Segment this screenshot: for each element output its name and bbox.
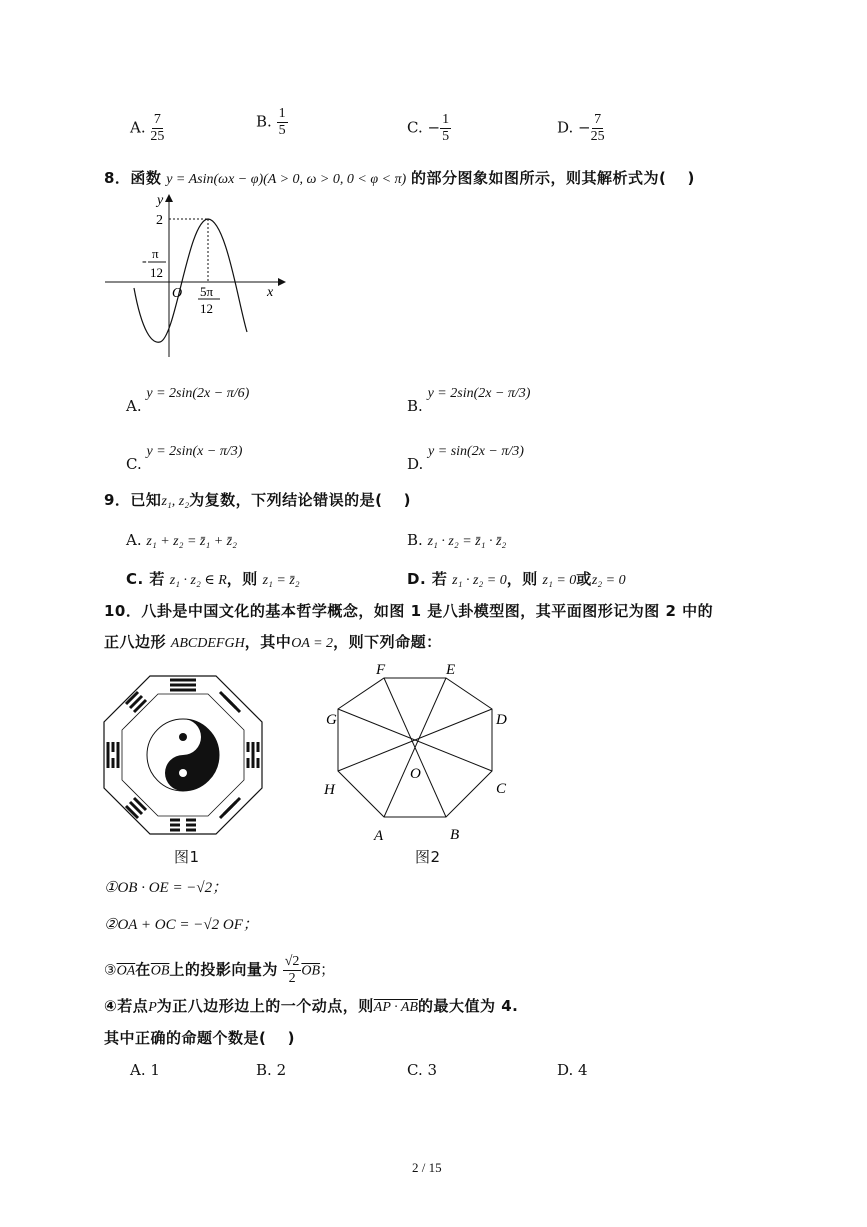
q8-stem: 8．函数 y = Asin(ωx − φ)(A > 0, ω > 0, 0 < φ < π) 的部分图象如图所示，则其解析式为( ) [104, 169, 695, 187]
left-tick-sign: - [142, 254, 147, 269]
label-e: E [446, 662, 456, 678]
origin-label: O [172, 286, 183, 301]
fraction: $\frac{1}{5}$ [442, 112, 450, 144]
x-axis-label: x [267, 285, 274, 300]
fraction: $\frac{7}{25}$ [590, 112, 605, 144]
sine-curve [134, 219, 247, 342]
q10-statement-1: ①OB · OE = −√2； [104, 880, 228, 896]
label-d: D [496, 712, 507, 728]
q10-option-d: D. 4 [557, 1061, 588, 1079]
x-axis-arrow [278, 278, 286, 286]
right-tick-den: 12 [200, 301, 213, 316]
q9-option-c: C. 若 z₁ · z₂ ∈ R，则 z₁ = z̄₂ [126, 570, 300, 588]
fig1-caption: 图1 [174, 848, 200, 866]
label-b: B [450, 827, 460, 843]
left-tick-num: π [152, 246, 159, 261]
option-letter: D. [557, 118, 574, 137]
q7-option-d: D. − $\frac{7}{25}$ [557, 112, 605, 144]
y-axis-label: y [157, 193, 164, 208]
fig2-caption: 图2 [415, 848, 441, 866]
label-c: C [496, 781, 507, 797]
q7-option-a [130, 112, 164, 145]
q10-option-c: C. 3 [407, 1061, 438, 1079]
q7-option-b [256, 106, 288, 139]
fraction: $\frac{√2}{2}$ [284, 954, 300, 986]
label-g: G [326, 712, 337, 728]
bagua-figure [100, 672, 265, 837]
q8-option-b: B. y = 2sin(2x − π/3) [407, 386, 531, 415]
q10-statement-2: ②OA + OC = −√2 OF； [104, 917, 258, 933]
q9-stem: 9．已知z₁, z₂为复数，下列结论错误的是( ) [104, 491, 412, 509]
q10-option-b: B. 2 [256, 1061, 287, 1079]
q9-option-a: A. z₁ + z₂ = z̄₁ + z̄₂ [126, 531, 237, 549]
q10-question: 其中正确的命题个数是( ) [104, 1029, 295, 1047]
option-letter: B. [256, 112, 272, 131]
y-axis-arrow [165, 194, 173, 202]
label-o: O [410, 766, 421, 782]
right-tick-num: 5π [200, 284, 214, 299]
fraction: $\frac{1}{5}$ [278, 106, 286, 138]
q8-formula: y = Asin(ωx − φ)(A > 0, ω > 0, 0 < φ < π) [166, 172, 407, 187]
q8-option-a: A. y = 2sin(2x − π/6) [126, 386, 250, 415]
q10-statement-4: ④若点P为正八边形边上的一个动点，则AP · AB的最大值为 4. [104, 997, 519, 1015]
q8-option-d: D. y = sin(2x − π/3) [407, 444, 524, 473]
option-letter: A. [130, 118, 146, 137]
q9-option-b: B. z₁ · z₂ = z̄₁ · z̄₂ [407, 531, 507, 549]
q7-option-c: C. − $\frac{1}{5}$ [407, 112, 450, 144]
q10-stem-line1: 10．八卦是中国文化的基本哲学概念，如图 1 是八卦模型图，其平面图形记为图 2 中的 [104, 602, 714, 620]
page-number: 2 / 15 [412, 1160, 442, 1175]
q10-stem-line2: 正八边形 ABCDEFGH，其中OA = 2，则下列命题： [104, 633, 442, 651]
y-tick-2: 2 [156, 213, 163, 228]
yin-dot [179, 769, 187, 777]
q10-option-a: A. 1 [130, 1061, 160, 1079]
label-h: H [324, 782, 335, 798]
fraction: $\frac{7}{25}$ [150, 112, 165, 144]
q8-sine-graph [100, 192, 290, 362]
left-tick-den: 12 [150, 265, 163, 280]
option-letter: C. [407, 118, 423, 137]
q8-option-c: C. y = 2sin(x − π/3) [126, 444, 243, 473]
yang-dot [179, 733, 187, 741]
q9-option-d: D. 若 z₁ · z₂ = 0，则 z₁ = 0或z₂ = 0 [407, 570, 626, 588]
label-a: A [374, 828, 384, 844]
q10-statement-3: $③\overline{OA}$在$\overline{OB}$上的投影向量为 $\frac{√2}{2}$ $\overline{OB}$； [104, 954, 336, 986]
octagon-figure [320, 660, 520, 850]
label-f: F [376, 662, 386, 678]
